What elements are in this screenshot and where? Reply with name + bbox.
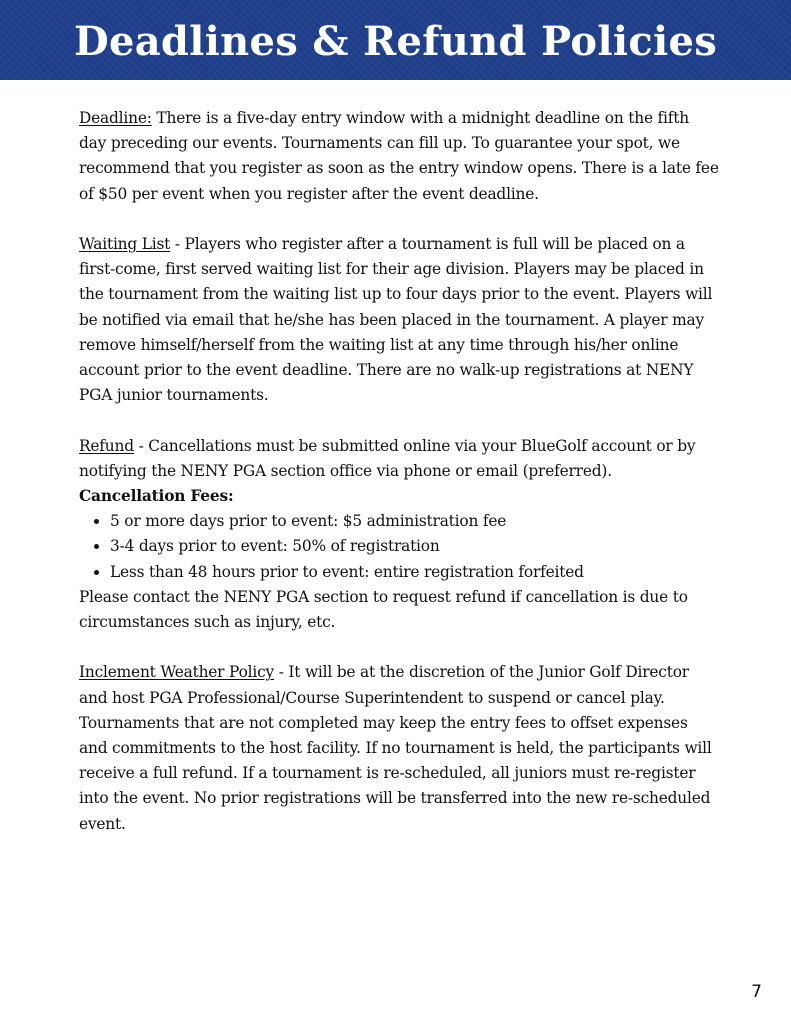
weather-section	[79, 660, 719, 836]
waiting-list-paragraph	[79, 232, 719, 408]
refund-section	[79, 434, 719, 636]
refund-paragraph	[79, 434, 719, 484]
refund-heading: Refund	[79, 436, 134, 455]
list-item: • 3-4 days prior to event: 50% of registration	[110, 534, 719, 559]
deadline-section	[79, 106, 719, 207]
cancellation-fees-list	[79, 509, 719, 585]
list-item: • Less than 48 hours prior to event: entire registration forfeited	[110, 560, 719, 585]
weather-paragraph	[79, 660, 719, 836]
waiting-list-section	[79, 232, 719, 408]
waiting-list-heading: Waiting List	[79, 235, 171, 253]
policy-content	[79, 106, 719, 862]
deadline-paragraph	[79, 106, 719, 207]
deadline-heading: Deadline:	[79, 109, 152, 127]
page-number: 7	[751, 982, 762, 1002]
refund-contact-text: Please contact the NENY PGA section to request refund if cancellation is due to circumstances such as injury, etc.	[79, 587, 688, 632]
weather-heading: Inclement Weather Policy	[79, 663, 274, 682]
cancellation-fees-label: Cancellation Fees:	[79, 487, 234, 506]
weather-text: - It will be at the discretion of the Junior Golf Director and host PGA Professional/Course Superintendent to suspend or cancel play. Tournaments that are not completed may keep the entry fees to offset expenses and commitments to the host facility. If no tournament is held, the participants will receive a full refund. If a tournament is re-scheduled, all juniors must re-register into the event. No prior registrations will be transferred into the new re-scheduled event.	[79, 663, 712, 833]
list-item: • 5 or more days prior to event: $5 administration fee	[110, 509, 719, 534]
refund-text: - Cancellations must be submitted online via your BlueGolf account or by notifying the NENY PGA section office via phone or email (preferred).	[79, 436, 696, 480]
header-band	[0, 0, 791, 80]
waiting-list-text: - Players who register after a tournament is full will be placed on a first-come, first served waiting list for their age division. Players may be placed in the tournament from the waiting list up to four days prior to the event. Players will be notified via email that he/she has been placed in the tournament. A player may remove himself/herself from the waiting list at any time through his/her online account prior to the event deadline. There are no walk-up registrations at NENY PGA junior tournaments.	[79, 235, 713, 405]
deadline-text: There is a five-day entry window with a midnight deadline on the fifth day preceding our events. Tournaments can fill up. To guarantee your spot, we recommend that you register as soon as the entry window opens. There is a late fee of $50 per event when you register after the event deadline.	[79, 109, 719, 203]
page-title: Deadlines & Refund Policies	[73, 18, 718, 65]
